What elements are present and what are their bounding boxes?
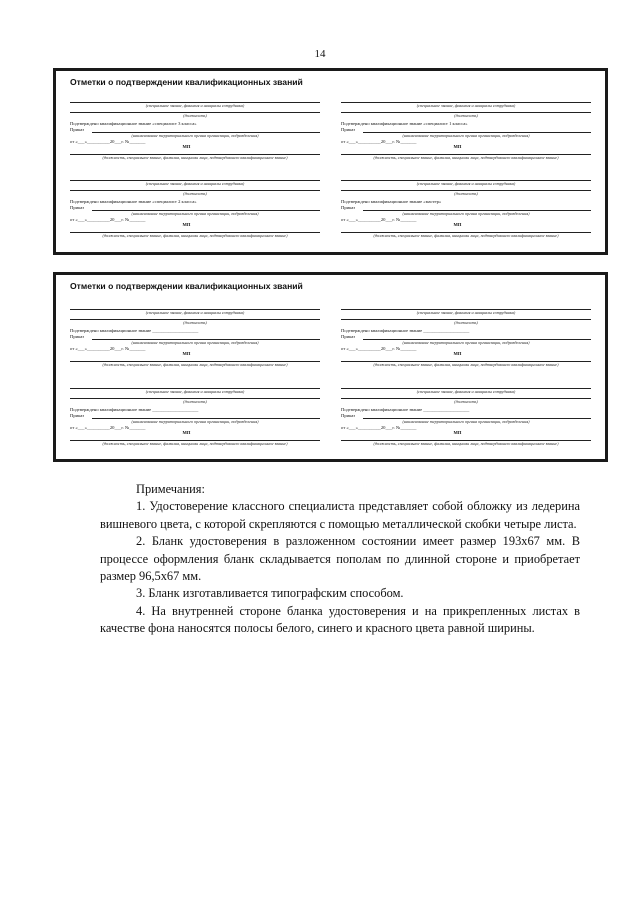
note-item-3: 3. Бланк изготавливается типографским способом. [136, 586, 404, 601]
signature-block-left-2 [70, 176, 320, 256]
confirm-text: Подтверждено квалификационное звание ____________________ [341, 407, 470, 412]
signature-caption: (должность, специальное звание, фамилия, инициалы лица, подтвердившего квалификационное звание) [102, 155, 288, 160]
date-line: от «___»__________20___г. №_______ [341, 139, 417, 144]
org-caption: (наименование территориального органа организации, подразделения) [131, 211, 259, 216]
confirm-text: Подтверждено квалификационное звание «специалист 1 класса» [341, 121, 468, 126]
position-caption: (должность) [183, 320, 207, 325]
form-title: Отметки о подтверждении квалификационных званий [70, 77, 303, 87]
signature-block-right-2 [341, 176, 591, 256]
position-caption: (должность) [454, 113, 478, 118]
org-caption: (наименование территориального органа организации, подразделения) [402, 133, 530, 138]
signature-caption: (должность, специальное звание, фамилия, инициалы лица, подтвердившего квалификационное звание) [373, 362, 559, 367]
order-label: Приказ [70, 205, 85, 210]
name-caption: (специальное звание, фамилия и инициалы сотрудника) [145, 389, 245, 394]
position-caption: (должность) [183, 113, 207, 118]
org-caption: (наименование территориального органа организации, подразделения) [131, 340, 259, 345]
signature-caption: (должность, специальное звание, фамилия, инициалы лица, подтвердившего квалификационное звание) [373, 441, 559, 446]
date-line: от «___»__________20___г. №_______ [341, 346, 417, 351]
order-label: Приказ [70, 413, 85, 418]
stamp-mark: МП [453, 351, 462, 356]
signature-block-right-1 [341, 305, 591, 385]
signature-block-left-2 [70, 384, 320, 464]
order-label: Приказ [341, 413, 356, 418]
confirm-text: Подтверждено квалификационное звание ____________________ [70, 407, 199, 412]
order-label: Приказ [341, 205, 356, 210]
confirm-text: Подтверждено квалификационное звание «специалист 3 класса» [70, 121, 197, 126]
note-item-4: 4. На внутренней стороне бланка удостоверения и на прикрепленных листах в качестве фона наносятся полосы белого, синего и красного цвета равной ширины. [100, 603, 580, 636]
notes-section [100, 481, 580, 638]
signature-caption: (должность, специальное звание, фамилия, инициалы лица, подтвердившего квалификационное звание) [373, 155, 559, 160]
stamp-mark: МП [453, 222, 462, 227]
date-line: от «___»__________20___г. №_______ [70, 346, 146, 351]
note-item-1: 1. Удостоверение классного специалиста представляет собой обложку из ледерина вишневого цвета, с которой скрепляются с помощью металлической скобки четыре листа. [100, 499, 580, 531]
position-caption: (должность) [454, 191, 478, 196]
org-caption: (наименование территориального органа организации, подразделения) [402, 340, 530, 345]
name-caption: (специальное звание, фамилия и инициалы сотрудника) [145, 103, 245, 108]
signature-block-left-1 [70, 98, 320, 178]
stamp-mark: МП [453, 430, 462, 435]
date-line: от «___»__________20___г. №_______ [70, 425, 146, 430]
notes-heading: Примечания: [136, 482, 205, 496]
order-label: Приказ [341, 127, 356, 132]
position-caption: (должность) [454, 320, 478, 325]
signature-block-right-2 [341, 384, 591, 464]
signature-caption: (должность, специальное звание, фамилия, инициалы лица, подтвердившего квалификационное звание) [102, 362, 288, 367]
page-number: 14 [314, 48, 326, 60]
date-line: от «___»__________20___г. №_______ [341, 425, 417, 430]
name-caption: (специальное звание, фамилия и инициалы сотрудника) [416, 181, 516, 186]
name-caption: (специальное звание, фамилия и инициалы сотрудника) [416, 310, 516, 315]
org-caption: (наименование территориального органа организации, подразделения) [131, 133, 259, 138]
signature-caption: (должность, специальное звание, фамилия, инициалы лица, подтвердившего квалификационное звание) [373, 233, 559, 238]
org-caption: (наименование территориального органа организации, подразделения) [131, 419, 259, 424]
stamp-mark: МП [182, 351, 191, 356]
qualification-form-2 [53, 272, 608, 462]
confirm-text: Подтверждено квалификационное звание ____________________ [70, 328, 199, 333]
confirm-text: Подтверждено квалификационное звание «специалист 2 класса» [70, 199, 197, 204]
name-caption: (специальное звание, фамилия и инициалы сотрудника) [145, 310, 245, 315]
note-item-2: 2. Бланк удостоверения в разложенном состоянии имеет размер 193х67 мм. В процессе оформления бланк складывается пополам по длинной стороне и приобретает размер 96,5х67 мм. [100, 534, 580, 584]
signature-block-right-1 [341, 98, 591, 178]
confirm-text: Подтверждено квалификационное звание «мастер» [341, 199, 442, 204]
confirm-text: Подтверждено квалификационное звание ____________________ [341, 328, 470, 333]
org-caption: (наименование территориального органа организации, подразделения) [402, 211, 530, 216]
name-caption: (специальное звание, фамилия и инициалы сотрудника) [416, 103, 516, 108]
order-label: Приказ [341, 334, 356, 339]
order-label: Приказ [70, 127, 85, 132]
signature-caption: (должность, специальное звание, фамилия, инициалы лица, подтвердившего квалификационное звание) [102, 441, 288, 446]
position-caption: (должность) [183, 191, 207, 196]
signature-caption: (должность, специальное звание, фамилия, инициалы лица, подтвердившего квалификационное звание) [102, 233, 288, 238]
name-caption: (специальное звание, фамилия и инициалы сотрудника) [145, 181, 245, 186]
position-caption: (должность) [454, 399, 478, 404]
stamp-mark: МП [182, 222, 191, 227]
org-caption: (наименование территориального органа организации, подразделения) [402, 419, 530, 424]
stamp-mark: МП [182, 144, 191, 149]
signature-block-left-1 [70, 305, 320, 385]
stamp-mark: МП [182, 430, 191, 435]
qualification-form-1 [53, 68, 608, 255]
order-label: Приказ [70, 334, 85, 339]
date-line: от «___»__________20___г. №_______ [70, 139, 146, 144]
date-line: от «___»__________20___г. №_______ [341, 217, 417, 222]
date-line: от «___»__________20___г. №_______ [70, 217, 146, 222]
name-caption: (специальное звание, фамилия и инициалы сотрудника) [416, 389, 516, 394]
stamp-mark: МП [453, 144, 462, 149]
form-title: Отметки о подтверждении квалификационных званий [70, 281, 303, 291]
position-caption: (должность) [183, 399, 207, 404]
